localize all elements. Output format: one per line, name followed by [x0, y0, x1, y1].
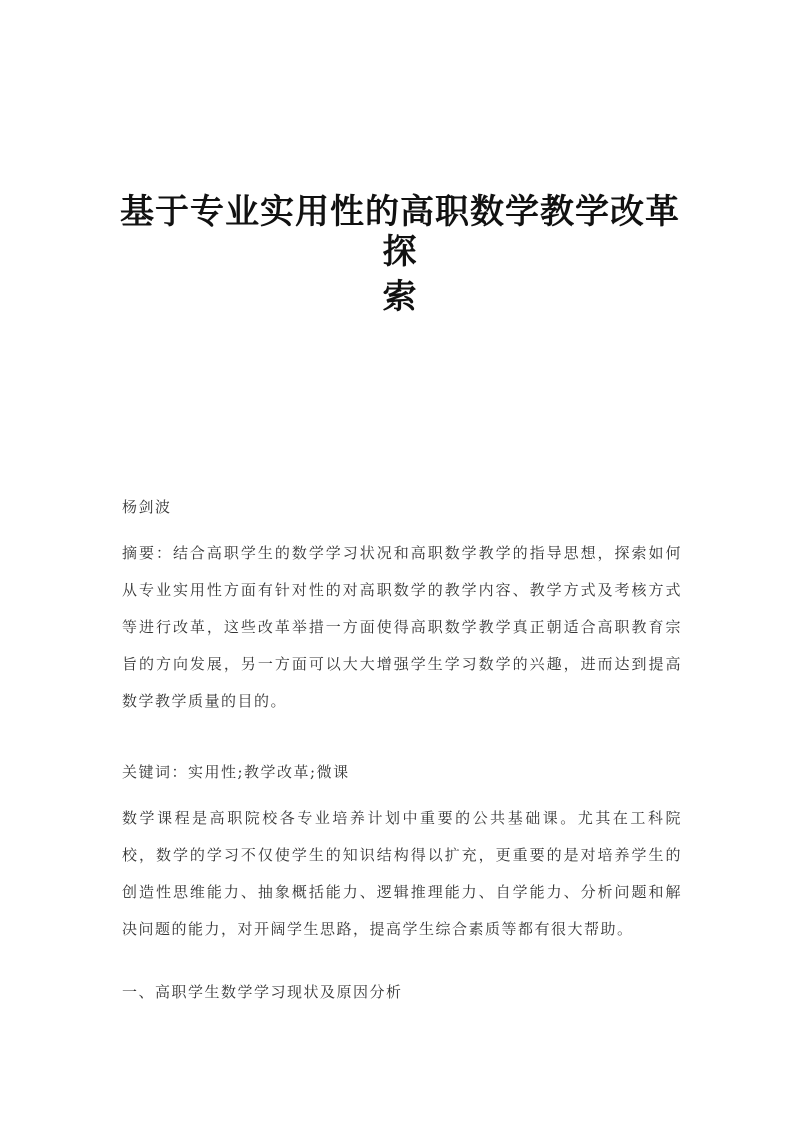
keywords-line: 关键词：实用性;教学改革;微课 [122, 763, 350, 781]
document-title-line-1: 基于专业实用性的高职数学教学改革探 [120, 192, 680, 272]
body-paragraph: 数学课程是高职院校各专业培养计划中重要的公共基础课。尤其在工科院校，数学的学习不仅使学生的知识结构得以扩充，更重要的是对培养学生的创造性思维能力、抽象概括能力、逻辑推理能力、自学能力、分析问题和解决问题的能力，对开阔学生思路，提高学生综合素质等都有很大帮助。 [122, 809, 682, 938]
document-title-line-2: 索 [382, 277, 418, 317]
author-name: 杨剑波 [122, 498, 172, 516]
abstract-paragraph: 摘要：结合高职学生的数学学习状况和高职数学教学的指导思想，探索如何从专业实用性方面有针对性的对高职数学的教学内容、教学方式及考核方式等进行改革，这些改革举措一方面使得高职数学教学真正朝适合高职教育宗旨的方向发展，另一方面可以大大增强学生学习数学的兴趣，进而达到提高数学教学质量的目的。 [122, 544, 682, 710]
section-heading: 一、高职学生数学学习现状及原因分析 [122, 983, 403, 1001]
